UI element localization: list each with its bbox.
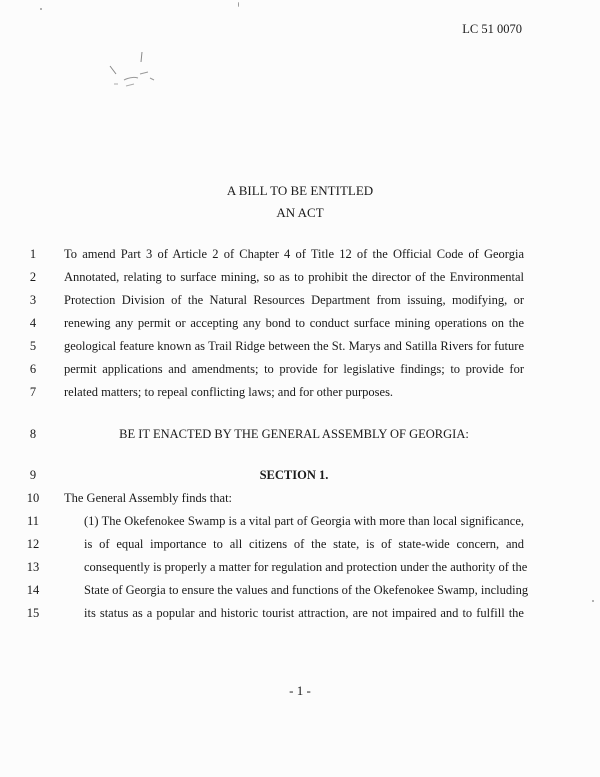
line-text: To amend Part 3 of Article 2 of Chapter 4 of Title 12 of the Official Code of Georgia	[64, 247, 524, 261]
line-number: 3	[29, 293, 37, 307]
handwritten-marks	[104, 48, 164, 96]
line-text: renewing any permit or accepting any bond to conduct surface mining operations on the	[64, 316, 524, 330]
line-number: 2	[29, 270, 37, 284]
scan-speck	[592, 600, 594, 602]
line-number: 7	[29, 385, 37, 399]
line-number: 13	[26, 560, 40, 574]
line-text: consequently is properly a matter for regulation and protection under the authority of the	[84, 560, 528, 574]
line-number: 5	[29, 339, 37, 353]
document-id: LC 51 0070	[462, 22, 522, 36]
line-number: 12	[26, 537, 40, 551]
line-text: The General Assembly finds that:	[64, 491, 233, 505]
line-text: related matters; to repeal conflicting laws; and for other purposes.	[64, 385, 394, 399]
line-text: is of equal importance to all citizens of the state, is of state-wide concern, and	[84, 537, 524, 551]
line-text: permit applications and amendments; to provide for legislative findings; to provide for	[64, 362, 524, 376]
bill-subtitle: AN ACT	[276, 205, 324, 220]
line-number: 4	[29, 316, 37, 330]
line-text: Protection Division of the Natural Resources Department from issuing, modifying, or	[64, 293, 524, 307]
section-heading: SECTION 1.	[259, 468, 329, 482]
line-text: (1) The Okefenokee Swamp is a vital part of Georgia with more than local significance,	[84, 514, 524, 528]
line-number: 8	[29, 427, 37, 441]
scan-speck	[238, 2, 239, 7]
page-number: - 1 -	[289, 683, 311, 698]
scan-speck	[40, 8, 42, 10]
bill-title: A BILL TO BE ENTITLED	[226, 183, 374, 198]
line-text: State of Georgia to ensure the values and functions of the Okefenokee Swamp, including	[84, 583, 529, 597]
line-number: 11	[26, 514, 40, 528]
line-text: its status as a popular and historic tourist attraction, are not impaired and to fulfill the	[84, 606, 524, 620]
line-number: 10	[26, 491, 40, 505]
enacting-clause: BE IT ENACTED BY THE GENERAL ASSEMBLY OF GEORGIA:	[119, 427, 469, 441]
line-number: 14	[26, 583, 40, 597]
line-text: Annotated, relating to surface mining, so as to prohibit the director of the Environmental	[64, 270, 524, 284]
line-number: 9	[29, 468, 37, 482]
line-number: 6	[29, 362, 37, 376]
line-number: 1	[29, 247, 37, 261]
line-number: 15	[26, 606, 40, 620]
line-text: geological feature known as Trail Ridge between the St. Marys and Satilla Rivers for future	[64, 339, 524, 353]
